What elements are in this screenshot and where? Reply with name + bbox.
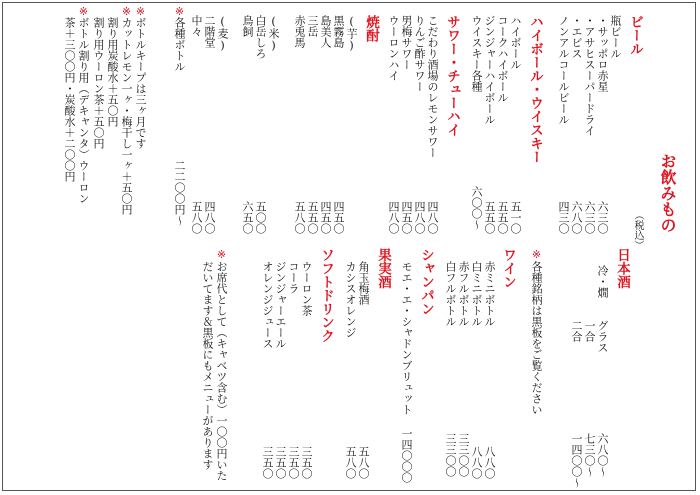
sour-item: ウーロンハイ <box>387 15 400 81</box>
nihonshu-note-mark: ※ <box>530 248 543 261</box>
shochu-item: 赤兎馬 <box>293 15 306 48</box>
nihonshu-price: 七三〇〜 <box>583 433 596 477</box>
champagne-heading: シャンパン <box>418 248 434 316</box>
sour-item: こだわり酒場のレモンサワー <box>426 15 439 158</box>
beer-item: ノンアルコールビール <box>557 15 570 125</box>
sour-price: 四八〇 <box>413 201 426 234</box>
nihonshu-price: 六八〇〜 <box>596 433 609 477</box>
note-mark: ※ <box>120 5 133 18</box>
highball-price: 五一〇 <box>509 201 522 234</box>
shochu-item: 鳥飼 <box>241 15 254 37</box>
nihonshu-row: 冷・燗 グラス <box>596 265 609 353</box>
beer-bottle-label: 瓶ビール <box>609 15 622 59</box>
highball-heading: ハイボール・ウイスキー <box>527 15 543 164</box>
shochu-price: 四五〇 <box>332 201 345 234</box>
shochu-category: (芋) <box>345 15 358 52</box>
wine-item: 赤ミニボトル <box>483 261 496 327</box>
note-line: 割り用ウーロン茶＋五〇円 <box>92 17 105 149</box>
fruit-price: 五八〇 <box>357 446 370 479</box>
wine-price: 三三〇〇 <box>444 433 457 477</box>
tax-note: （税込） <box>632 210 643 250</box>
note-mark: ※ <box>134 5 147 18</box>
sour-price: 四八〇 <box>387 201 400 234</box>
shochu-price: 五五〇 <box>306 201 319 234</box>
sour-price: 四八〇 <box>426 201 439 234</box>
beer-price: 四三〇 <box>557 201 570 234</box>
sour-heading: サワー・チューハイ <box>444 15 460 137</box>
wine-price: 八八〇 <box>470 446 483 479</box>
page-title: お飲みもの <box>658 153 677 233</box>
wine-item: 赤フルボトル <box>457 261 470 327</box>
champagne-item: モエ・エ・シャドンブリュット <box>400 261 413 415</box>
note-line: 茶＋三〇〇円・炭酸水＋二〇〇円 <box>63 17 76 182</box>
nihonshu-row: 二合 <box>570 265 583 342</box>
note-line: ボトル割り用（デキャンタ）ウーロン <box>77 17 90 204</box>
seat-note-mark: ※ <box>215 248 228 261</box>
sour-item: りんご酢サワー <box>413 15 426 92</box>
beer-price: 六八〇 <box>570 201 583 234</box>
soft-drink-item: コーラ <box>287 261 300 294</box>
beer-item: ・エビス <box>570 15 583 59</box>
shochu-category: (米) <box>267 15 280 52</box>
nihonshu-price: 一四〇〇〜 <box>570 433 583 488</box>
shochu-item: 中々 <box>190 15 203 37</box>
shochu-bottle-price: 二二〇〇円〜 <box>173 160 186 226</box>
beer-heading: ビール <box>627 15 643 56</box>
soft-drink-price: 三五〇 <box>300 446 313 479</box>
wine-item: 白フルボトル <box>444 261 457 327</box>
seat-note-line: お席代として（キャベツ含む）一〇〇円いた <box>215 261 228 481</box>
shochu-item: 二階堂 <box>203 15 216 48</box>
nihonshu-heading: 日本酒 <box>614 248 630 289</box>
soft-drink-item: ジンジャーエール <box>274 261 287 349</box>
soft-drink-price: 三五〇 <box>287 446 300 479</box>
shochu-item: 島美人 <box>319 15 332 48</box>
fruit-heading: 果実酒 <box>375 248 391 289</box>
nihonshu-row: 一合 <box>583 265 596 342</box>
shochu-heading: 焼酎 <box>363 15 379 42</box>
shochu-item: 黒霧島 <box>332 15 345 48</box>
wine-price: 八八〇 <box>483 446 496 479</box>
note-line: ボトルキープは三ヶ月です <box>134 17 147 149</box>
highball-item: ハイボール <box>509 15 522 70</box>
wine-heading: ワイン <box>500 248 516 289</box>
beer-price: 六三〇 <box>596 201 609 234</box>
sour-item: 男梅サワー <box>400 15 413 70</box>
soft-drink-price: 三五〇 <box>274 446 287 479</box>
highball-price: 六〇〇〜 <box>470 186 483 230</box>
beer-item: ・サッポロ赤星 <box>596 15 609 92</box>
sour-price: 四五〇 <box>400 201 413 234</box>
wine-price: 三三〇〇 <box>457 433 470 477</box>
shochu-price: 六五〇 <box>241 201 254 234</box>
nihonshu-note: 各種銘柄は黒板をご覧ください <box>530 261 543 415</box>
shochu-category: (麦) <box>216 15 229 52</box>
menu-sheet <box>2 2 696 491</box>
fruit-item: カシスオレンジ <box>344 261 357 338</box>
shochu-price: 四八〇 <box>203 201 216 234</box>
soft-drink-item: ウーロン茶 <box>300 261 313 316</box>
note-line: カットレモン一ヶ・梅干し一ヶ＋五〇円 <box>120 17 133 215</box>
shochu-price: 五〇〇 <box>254 201 267 234</box>
soft-drink-heading: ソフトドリンク <box>318 248 334 343</box>
note-mark: ※ <box>77 5 90 18</box>
soft-drink-item: オレンジジュース <box>261 261 274 349</box>
highball-price: 五五〇 <box>483 201 496 234</box>
highball-item: ジンジャーハイボール <box>483 15 496 125</box>
seat-note-line: だいてます＆黒板にもメニューがあります <box>201 261 214 470</box>
highball-item: ウイスキー各種 <box>470 15 483 92</box>
shochu-price: 五八〇 <box>190 201 203 234</box>
fruit-price: 五八〇 <box>344 446 357 479</box>
shochu-bottle: 各種ボトル <box>173 17 186 72</box>
shochu-item: 白岳しろ <box>254 15 267 59</box>
soft-drink-price: 三五〇 <box>261 446 274 479</box>
shochu-item: 三岳 <box>306 15 319 37</box>
beer-item: ・アサヒスーパードライ <box>583 15 596 136</box>
highball-item: コークハイボール <box>496 15 509 103</box>
shochu-price: 四五〇 <box>319 201 332 234</box>
note-line: 割り用炭酸水＋五〇円 <box>106 17 119 127</box>
shochu-price: 五八〇 <box>293 201 306 234</box>
wine-item: 白ミニボトル <box>470 261 483 327</box>
champagne-price: 一四〇〇〇 <box>400 428 413 483</box>
beer-price: 六三〇 <box>583 201 596 234</box>
fruit-item: 角玉梅酒 <box>357 261 370 305</box>
highball-price: 五五〇 <box>496 201 509 234</box>
bottle-note-mark: ※ <box>173 5 186 18</box>
